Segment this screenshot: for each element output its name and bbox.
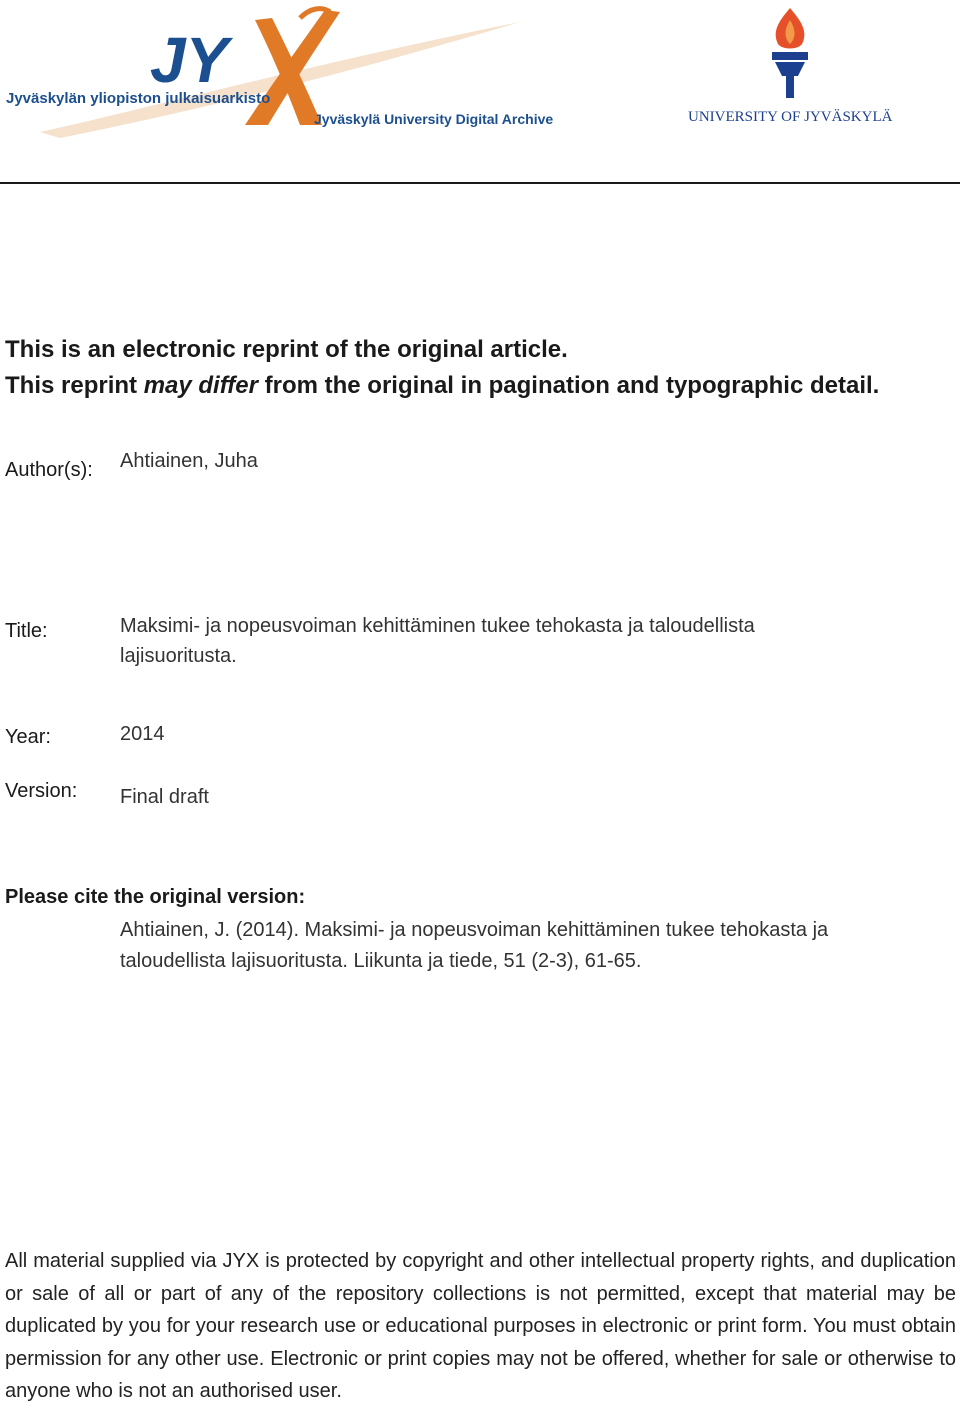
torch-icon (772, 8, 808, 98)
year-label: Year: (5, 726, 51, 748)
version-value: Final draft (120, 786, 209, 808)
author-label: Author(s): (5, 459, 93, 481)
title-label: Title: (5, 620, 48, 642)
jyx-logo-main: JY (150, 24, 229, 96)
jyx-logo-fi: Jyväskylän yliopiston julkaisuarkisto (6, 90, 271, 107)
university-logo-text: UNIVERSITY OF JYVÄSKYLÄ (688, 109, 893, 125)
intro-line-1: This is an electronic reprint of the original article. (5, 336, 568, 363)
title-value: Maksimi- ja nopeusvoiman kehittäminen tukee tehokasta ja taloudellista lajisuoritusta. (120, 615, 755, 667)
university-logo (680, 0, 910, 130)
copyright-notice: All material supplied via JYX is protected by copyright and other intellectual property rights, and duplication or sale of all or part of any of the repository collections is not permitted, except that material may be duplicated by you for your research use or educational purposes in electronic or print form. You must obtain permission for any other use. Electronic or print copies may not be offered, whether for sale or otherwise to anyone who is not an authorised user. (5, 1250, 956, 1402)
citation-text: Ahtiainen, J. (2014). Maksimi- ja nopeusvoiman kehittäminen tukee tehokasta ja taloudellista lajisuoritusta. Liikunta ja tiede, 51 (2-3), 61-65. (120, 919, 829, 972)
header-divider (0, 182, 960, 184)
citation-heading: Please cite the original version: (5, 886, 306, 908)
author-value: Ahtiainen, Juha (120, 450, 258, 472)
intro-line-2: This reprint may differ from the original in pagination and typographic detail. (5, 372, 880, 399)
year-value: 2014 (120, 723, 165, 745)
version-label: Version: (5, 780, 78, 802)
jyx-logo (0, 0, 560, 150)
jyx-logo-en: Jyväskylä University Digital Archive (314, 111, 554, 127)
